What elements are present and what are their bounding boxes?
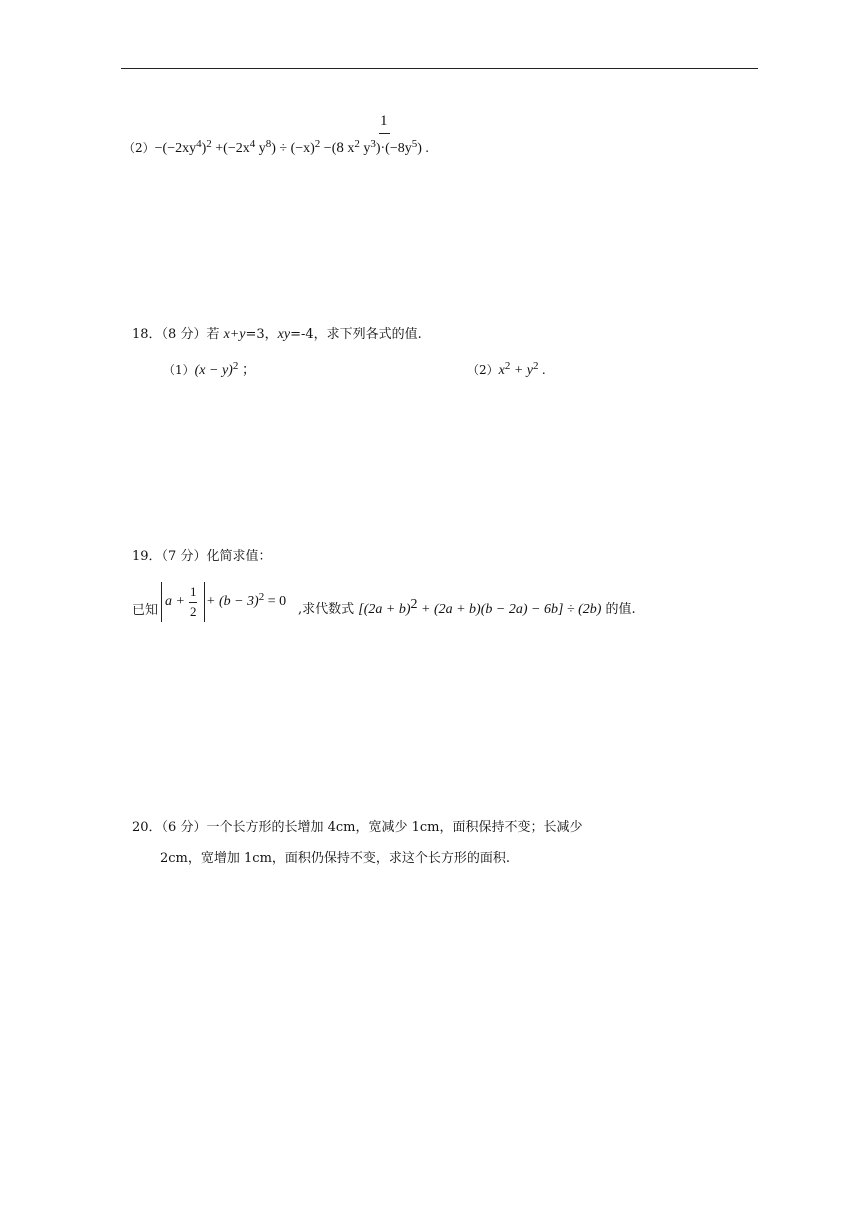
expr-segment: = 0 (264, 594, 287, 609)
stem-text: 的值. (601, 602, 636, 617)
expr-segment: +(−2x (211, 141, 250, 156)
stem-text: 一个长方形的长增加 4cm，宽减少 1cm，面积保持不变；长减少 (206, 820, 583, 835)
exponent: 2 (533, 360, 539, 372)
exponent: 4 (249, 138, 256, 150)
exponent: 3 (370, 138, 376, 150)
question-number: 19． (132, 549, 162, 564)
exponent: 2 (258, 591, 265, 603)
exponent: 2 (504, 360, 511, 372)
half-denominator: 2 (190, 604, 197, 619)
exponent: 2 (410, 597, 418, 612)
expr-segment: −( (320, 141, 337, 156)
stem-text: =3， (245, 327, 278, 342)
expr-segment: −(−2xy (154, 141, 197, 156)
abs-inner (165, 593, 185, 611)
question-number: 18． (132, 327, 162, 342)
equation-rest (206, 593, 286, 611)
part-label: （1） (163, 363, 195, 377)
expr-segment: + (2a + b)(b − 2a) − 6b] ÷ (2b) (417, 602, 602, 617)
points-label: （8 分） (161, 327, 207, 342)
fraction-denominator: 8 (336, 140, 344, 156)
exponent: 2 (314, 138, 321, 150)
header-rule (121, 68, 758, 69)
question-18-stem (132, 326, 422, 344)
condition-expr: x+y (223, 327, 246, 342)
points-label: （6 分） (161, 820, 207, 835)
fraction-numerator: 1 (380, 113, 388, 129)
exponent: 5 (411, 138, 418, 150)
expr-segment: )·(−8y (375, 141, 412, 156)
part-label: （2） (123, 141, 155, 155)
expr-segment: ； (238, 363, 256, 378)
expr-segment: (x − y) (194, 363, 233, 378)
exponent: 4 (196, 138, 202, 150)
points-label: （7 分） (161, 549, 207, 564)
expr-segment: ) (201, 141, 207, 156)
question-18-part-2 (467, 361, 546, 380)
stem-text: 化简求值： (206, 549, 272, 564)
expr-segment: + (b − 3) (206, 594, 259, 609)
expr-segment: y (359, 141, 371, 156)
expr-segment: y (255, 141, 266, 156)
exponent: 2 (232, 360, 239, 372)
question-20-line-2: 2cm，宽增加 1cm，面积仍保持不变，求这个长方形的面积. (160, 851, 511, 866)
question-number: 20． (132, 820, 162, 835)
expr-segment: ) . (417, 141, 429, 156)
stem-text: ,求代数式 (298, 602, 359, 617)
question-20-line-1 (132, 819, 582, 837)
question-18-part-1 (163, 361, 256, 380)
fraction-bar (379, 133, 390, 134)
expr-segment: ) ÷ (−x) (271, 141, 315, 156)
exponent: 2 (206, 138, 212, 150)
expr-segment: a + (165, 594, 185, 609)
expr-segment: x (343, 141, 355, 156)
expr-segment: x (498, 363, 505, 378)
known-label: 已知 (132, 603, 159, 618)
exponent: 2 (354, 138, 360, 150)
expr-segment: + y (510, 363, 534, 378)
expr-segment: [(2a + b) (358, 602, 411, 617)
stem-text: 若 (206, 327, 224, 342)
exponent: 8 (265, 138, 272, 150)
stem-text: =-4，求下列各式的值. (290, 327, 422, 342)
question-19-ask (298, 597, 636, 619)
question-19-stem (132, 548, 271, 566)
half-numerator: 1 (190, 584, 197, 599)
question-17-part-2 (123, 139, 429, 158)
condition-expr: xy (277, 327, 291, 342)
expr-segment: . (538, 363, 546, 378)
part-label: （2） (467, 363, 499, 377)
